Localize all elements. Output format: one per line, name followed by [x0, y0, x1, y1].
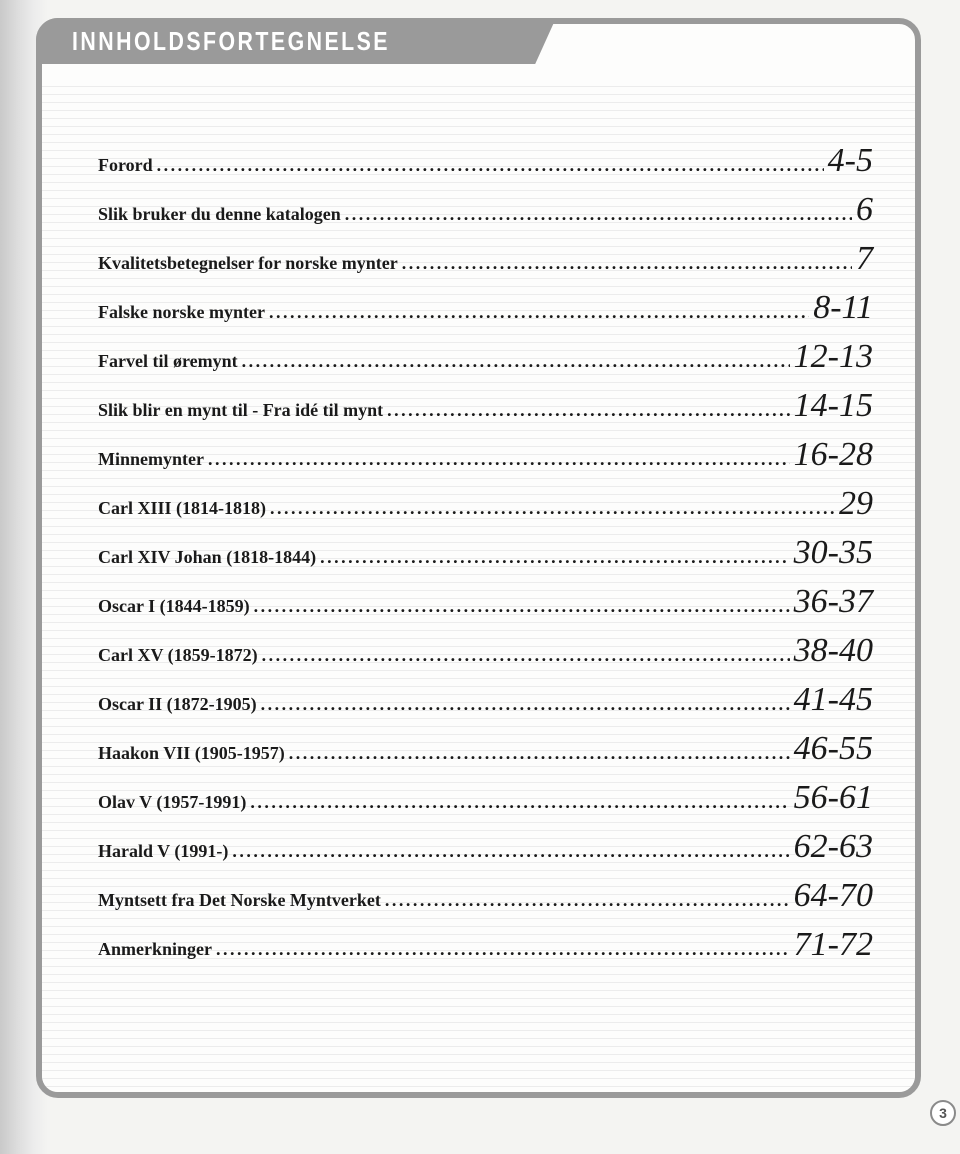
toc-entry-title: Olav V (1957-1991) — [98, 792, 247, 812]
toc-entry — [98, 430, 873, 479]
toc-entry-pages: 56-61 — [793, 779, 873, 816]
dot-leader — [262, 631, 790, 680]
toc-entry — [98, 234, 873, 283]
dot-leader — [289, 729, 790, 778]
toc-entry — [98, 920, 873, 969]
toc-entry-pages: 46-55 — [793, 730, 873, 767]
toc-entry-pages: 12-13 — [793, 338, 873, 375]
dot-leader — [345, 190, 852, 239]
toc-entry — [98, 381, 873, 430]
toc-entry-title: Forord — [98, 155, 153, 175]
toc-entry — [98, 479, 873, 528]
toc-entry-pages: 38-40 — [793, 632, 873, 669]
toc-entry-pages: 16-28 — [793, 436, 873, 473]
toc-entry-title: Oscar II (1872-1905) — [98, 694, 257, 714]
toc-entry-title: Farvel til øremynt — [98, 351, 238, 371]
dot-leader — [157, 141, 824, 190]
toc-entry-title: Anmerkninger — [98, 939, 212, 959]
toc-entry-pages: 41-45 — [793, 681, 873, 718]
toc-entry — [98, 773, 873, 822]
toc-entry-pages: 7 — [856, 240, 873, 277]
toc-entry-title: Carl XIII (1814-1818) — [98, 498, 266, 518]
toc-entry-pages: 14-15 — [793, 387, 873, 424]
toc-entry-title: Kvalitetsbetegnelser for norske mynter — [98, 253, 398, 273]
table-of-contents — [98, 136, 873, 969]
toc-entry-title: Minnemynter — [98, 449, 204, 469]
toc-entry-title: Myntsett fra Det Norske Myntverket — [98, 890, 381, 910]
dot-leader — [270, 484, 835, 533]
page-number-badge: 3 — [930, 1100, 956, 1126]
toc-entry — [98, 626, 873, 675]
page-title: INNHOLDSFORTEGNELSE — [72, 26, 390, 56]
dot-leader — [320, 533, 790, 582]
toc-entry-title: Oscar I (1844-1859) — [98, 596, 250, 616]
dot-leader — [385, 876, 790, 925]
dot-leader — [208, 435, 790, 484]
toc-entry-title: Carl XV (1859-1872) — [98, 645, 258, 665]
toc-entry-title: Haakon VII (1905-1957) — [98, 743, 285, 763]
toc-entry-title: Falske norske mynter — [98, 302, 265, 322]
dot-leader — [254, 582, 790, 631]
toc-entry — [98, 283, 873, 332]
toc-entry-pages: 36-37 — [793, 583, 873, 620]
toc-entry-pages: 8-11 — [813, 289, 873, 326]
toc-entry-pages: 30-35 — [793, 534, 873, 571]
dot-leader — [216, 925, 790, 974]
toc-entry-title: Slik bruker du denne katalogen — [98, 204, 341, 224]
toc-entry-title: Slik blir en mynt til - Fra idé til mynt — [98, 400, 384, 420]
dot-leader — [242, 337, 790, 386]
toc-entry-pages: 64-70 — [793, 877, 873, 914]
toc-entry — [98, 332, 873, 381]
dot-leader — [402, 239, 852, 288]
toc-entry — [98, 724, 873, 773]
toc-entry-pages: 62-63 — [793, 828, 873, 865]
toc-entry-pages: 71-72 — [793, 926, 873, 963]
toc-entry — [98, 185, 873, 234]
toc-entry-pages: 4-5 — [827, 142, 873, 179]
dot-leader — [387, 386, 790, 435]
dot-leader — [232, 827, 789, 876]
toc-entry — [98, 528, 873, 577]
dot-leader — [269, 288, 809, 337]
dot-leader — [250, 778, 789, 827]
toc-entry-title: Carl XIV Johan (1818-1844) — [98, 547, 317, 567]
toc-entry — [98, 871, 873, 920]
toc-entry — [98, 577, 873, 626]
toc-entry-title: Harald V (1991-) — [98, 841, 229, 861]
toc-entry-pages: 29 — [839, 485, 873, 522]
toc-entry — [98, 136, 873, 185]
toc-entry — [98, 675, 873, 724]
toc-entry — [98, 822, 873, 871]
toc-entry-pages: 6 — [856, 191, 873, 228]
dot-leader — [261, 680, 790, 729]
